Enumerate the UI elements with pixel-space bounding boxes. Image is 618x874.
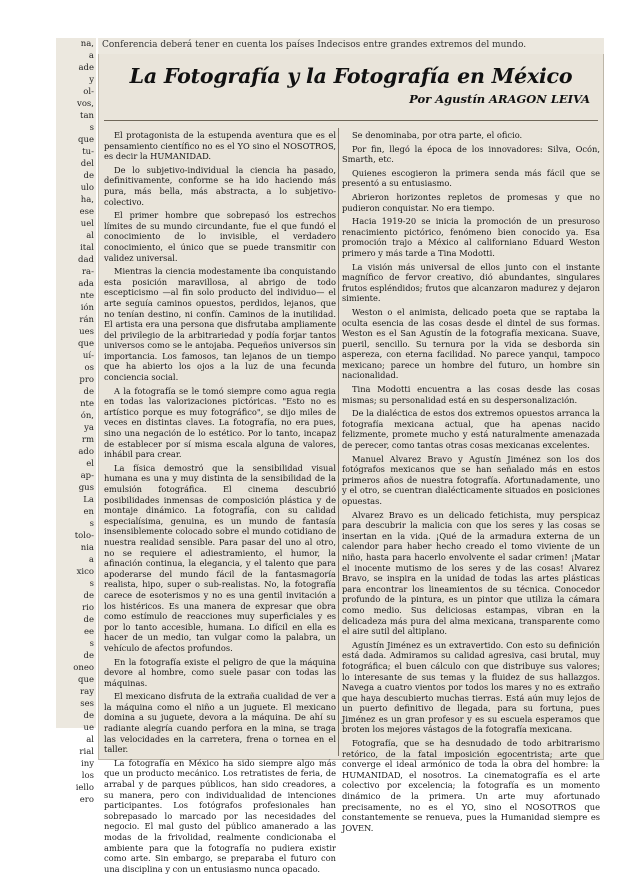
margin-fragment: rio (82, 603, 94, 613)
article-paragraph: La visión más universal de ellos junto con el instante magnífico de fervor creativo, dió abundantes, singulares frutos espléndidos; frutos que alcanzaron madurez y dejaron simiente. (342, 261, 600, 304)
margin-fragment: ues (79, 327, 94, 337)
article-paragraph: Fotografía, que se ha desnudado de todo arbitrarismo retórico, de la fatal imposición egocentrista; arte que converge el ideal armónico de toda la obra del hombre: la HUMANIDAD, el nosotros. La cinematografía es el arte colectivo por excelencia; la fotografía es un momento dinámico de la primera. Un arte muy afortunado precisamente, no es el YO, sino el NOSOTROS que constantemente se renueva, pues la Humanidad siempre es JOVEN. (342, 738, 600, 833)
margin-fragment: ra- (81, 267, 94, 277)
article-paragraph: La física demostró que la sensibilidad visual humana es una y muy distinta de la sensibilidad de la emulsión fotográfica. El cinema descubrió posibilidades inmensas de composición plástica y de montaje dinámico. La fotografía, con su calidad especialísima, genuina, es un mundo de fantasía insensiblemente colocado sobre el mundo cotidiano de nuestra realidad sensible. Para pasar del uno al otro, no se requiere el adiestramiento, el humor, la afinación continua, la elegancia, y el talento que para apoderarse del mundo fácil de la fantasmagoría realista, hipo, super o sub-realistas. No, la fotografía carece de esoterismos y no es una gentil invitación a los histéricos. Es una manera de expresar que obra como estímulo de reacciones muy superficiales y es por lo tanto accesible, humana. Lo difícil en ella es hacer de un medio, tan vulgar como la palabra, un vehículo de afectos profundos. (104, 462, 336, 653)
article-paragraph: De lo subjetivo-individual la ciencia ha pasado, definitivamente, conforme se ha ido haciendo más pura, más bella, más abstracta, a lo subjetivo-colectivo. (104, 164, 336, 207)
margin-fragment: ulo (80, 183, 94, 193)
margin-fragment: en (83, 507, 94, 517)
margin-fragment: ray (80, 687, 94, 697)
article-paragraph: Alvarez Bravo es un delicado fetichista, muy perspicaz para descubrir la malicia con que los seres y las cosas se insertan en la vida. ¡Qué de la armadura externa de un calendor para haber hecho creado el tomo viviente de un niño, hasta para hacerlo envolvente el sadar crimen! ¡Matar el inocente mutismo de los seres y de las cosas! Alvarez Bravo, se inspira en la unidad de todas las artes plásticas para encontrar los lineamientos de su técnica. Conocedor profundo de la pintura, es un pintor que utiliza la cámara como medio. Sus deliciosas estampas, vibran en la delicadeza más pura del alma mexicana, transparente como el aire sutil del altiplano. (342, 509, 600, 637)
article-paragraph: En la fotografía existe el peligro de que la máquina devore al hombre, como suele pasar con todas las máquinas. (104, 656, 336, 688)
margin-fragment: que (78, 135, 94, 145)
article-paragraph: La fotografía en México ha sido siempre algo más que un producto mecánico. Los retratistes de feria, de arrabal y de parques públicos, han sido creadores, a su manera, pero con individualidad de intenciones participantes. Los fotógrafos profesionales han sobrepasado lo marcado por las necesidades del negocio. El mal gusto del público amanerado a las modas de la frivolidad, realmente condicionaba el ambiente para que la fotografía no pudiera existir como arte. Sin embargo, se preparaba el futuro con una disciplina y con un entusiasmo nunca opacado. (104, 757, 336, 874)
margin-fragment: nte (80, 291, 94, 301)
margin-fragment: tolo- (74, 531, 94, 541)
margin-fragment: de (83, 651, 94, 661)
margin-fragment: pro (79, 375, 94, 385)
margin-fragment: gus (78, 483, 94, 493)
margin-fragment: na, (80, 39, 94, 49)
margin-fragment: ero (79, 795, 94, 805)
margin-fragment: s (89, 123, 94, 133)
margin-fragment: rán (79, 315, 94, 325)
article-paragraph: Weston o el animista, delicado poeta que se raptaba la oculta esencia de las cosas desde el dintel de sus formas. Weston es el San Agustín de la fotografía mexicana. Suave, pueril, sencillo. Su ternura por la vida se desborda sin aspereza, con eterna facilidad. No parece yanqui, tampoco mexicano; parece un hombre del futuro, un hombre sin nacionalidad. (342, 306, 600, 381)
margin-fragment: ade (78, 63, 94, 73)
article-paragraph: Por fin, llegó la época de los innovadores: Silva, Ocón, Smarth, etc. (342, 143, 600, 165)
margin-fragment: ión (80, 303, 94, 313)
margin-fragment: de (83, 171, 94, 181)
margin-fragment: oneo (73, 663, 94, 673)
article-paragraph: A la fotografía se le tomó siempre como agua regia en todas las valorizaciones pictóricas. "Esto no es artístico porque es muy fotográfico", se dijo miles de veces en distintas claves. La fotografía, no era pues, sino una negación de lo estético. Por lo tanto, incapaz de establecer por sí misma escala alguna de valores, inhábil para crear. (104, 385, 336, 460)
margin-fragment: de (83, 387, 94, 397)
margin-fragment: de (83, 615, 94, 625)
margin-fragment: ol- (83, 87, 94, 97)
margin-fragment: s (89, 639, 94, 649)
margin-fragment: vos, (77, 99, 94, 109)
margin-fragment: ha, (80, 195, 94, 205)
margin-fragment: a (88, 51, 94, 61)
margin-fragment: al (86, 735, 94, 745)
article-title: La Fotografía y la Fotografía en México (129, 64, 573, 88)
margin-fragment: uí- (82, 351, 94, 361)
left-margin-fragments (56, 38, 96, 805)
margin-fragment: ue (83, 723, 94, 733)
margin-fragment: s (89, 579, 94, 589)
margin-fragment: ese (79, 207, 94, 217)
article-paragraph: De la dialéctica de estos dos extremos opuestos arranca la fotografía mexicana actual, que ha apenas nacido felizmente, promete mucho y está naturalmente amenazada de perecer, como tantas otras cosas mexicanas excelentes. (342, 408, 600, 451)
margin-fragment: del (80, 159, 94, 169)
margin-fragment: nte (80, 399, 94, 409)
margin-fragment: dad (78, 255, 94, 265)
margin-fragment: rial (79, 747, 94, 757)
left-column (104, 130, 336, 874)
margin-fragment: que (78, 675, 94, 685)
margin-fragment: nia (80, 543, 94, 553)
margin-fragment: y (89, 75, 94, 85)
margin-fragment: el (86, 459, 94, 469)
margin-fragment: tan (80, 111, 94, 121)
margin-fragment: al (86, 231, 94, 241)
article-paragraph: Agustín Jiménez es un extravertido. Con esto su definición está dada. Admiramos su calidad agresiva, casi brutal, muy fotográfica; el buen cálculo con que distribuye sus valores; lo interesante de sus temas y la fluidez de sus hallazgos. Navega a cuatro vientos por todos los mares y no es extraño que haya descubierto muchas tierras. Está aún muy lejos de un puerto definitivo de llegada, para su fortuna, pues Jiménez es un gran profesor y es su escuela esperamos que broten los mejores vástagos de la fotografía mexicana. (342, 639, 600, 735)
margin-fragment: los (81, 771, 94, 781)
article-paragraph: Abrieron horizontes repletos de promesas y que no pudieron conquistar. No era tiempo. (342, 191, 600, 213)
article-paragraph: El protagonista de la estupenda aventura que es el pensamiento científico no es el YO sino el NOSOTROS, es decir la HUMANIDAD. (104, 130, 336, 162)
margin-fragment: ap- (80, 471, 94, 481)
margin-fragment: La (83, 495, 94, 505)
article-paragraph: Quienes escogieron la primera senda más fácil que se presentó a su entusiasmo. (342, 167, 600, 189)
article-paragraph: Mientras la ciencia modestamente iba conquistando esta posición maravillosa, al abrigo de todo escepticismo —al fin solo producto del individuo— el arte seguía caminos opuestos, perdidos, lejanos, que no tenían destino, ni confín. Caminos de la inutilidad. El artista era una persona que disfrutaba ampliamente del privilegio de la arbitrariedad y podía forjar tantos universos como se le antojaba. Pequeños universos sin importancia. Los famosos, tan lejanos de un tiempo que ha abierto los ojos a la luz de una fecunda conciencia social. (104, 266, 336, 383)
margin-fragment: ón, (80, 411, 94, 421)
margin-fragment: iny (81, 759, 94, 769)
margin-fragment: os (84, 363, 94, 373)
article-byline: Por Agustín ARAGON LEIVA (409, 92, 590, 106)
margin-fragment: de (83, 711, 94, 721)
article-paragraph: Hacia 1919-20 se inicia la promoción de un presuroso renacimiento pictórico, fenómeno bien conocido ya. Esa promoción trajo a México al californiano Eduard Weston primero y más tarde a Tina Modotti. (342, 216, 600, 258)
margin-fragment: xico (76, 567, 94, 577)
margin-fragment: iello (75, 783, 94, 793)
article-paragraph: El primer hombre que sobrepasó los estrechos límites de su mundo circundante, fue el que fundó el conocimiento de lo invisible, el verdadero conocimiento, el único que se puede transmitir con validez universal. (104, 210, 336, 263)
margin-fragment: ya (84, 423, 94, 433)
top-fragment-line: Conferencia deberá tener en cuenta los países Indecisos entre grandes extremos del mundo. (98, 38, 604, 54)
article-paragraph: El mexicano disfruta de la extraña cualidad de ver a la máquina como el niño a un juguete. El mexicano domina a su juguete, devora a la máquina. De ahí su radiante alegría cuando perfora en la mina, se traga las velocidades en la carretera, frena o tornea en el taller. (104, 691, 336, 755)
margin-fragment: s (89, 519, 94, 529)
margin-fragment: ada (78, 279, 94, 289)
title-rule (104, 120, 598, 121)
margin-fragment: que (78, 339, 94, 349)
margin-fragment: rm (81, 435, 94, 445)
margin-fragment: ado (78, 447, 94, 457)
margin-fragment: ses (80, 699, 94, 709)
margin-fragment: tu- (82, 147, 94, 157)
margin-fragment: a (88, 555, 94, 565)
right-column (342, 130, 600, 833)
article-paragraph: Manuel Alvarez Bravo y Agustín Jiménez son los dos fotógrafos mexicanos que se han señalado más en estos primeros años de nuestra fotografía. Afortunadamente, uno y el otro, se cuentran dialécticamente situados en posiciones opuestas. (342, 453, 600, 506)
column-divider (338, 128, 339, 756)
article-paragraph: Tina Modotti encuentra a las cosas desde las cosas mismas; su personalidad está en su despersonalización. (342, 384, 600, 405)
margin-fragment: ital (80, 243, 94, 253)
margin-fragment: uel (80, 219, 94, 229)
article-paragraph: Se denominaba, por otra parte, el oficio. (352, 130, 523, 140)
margin-fragment: de (83, 591, 94, 601)
margin-fragment: ee (83, 627, 94, 637)
